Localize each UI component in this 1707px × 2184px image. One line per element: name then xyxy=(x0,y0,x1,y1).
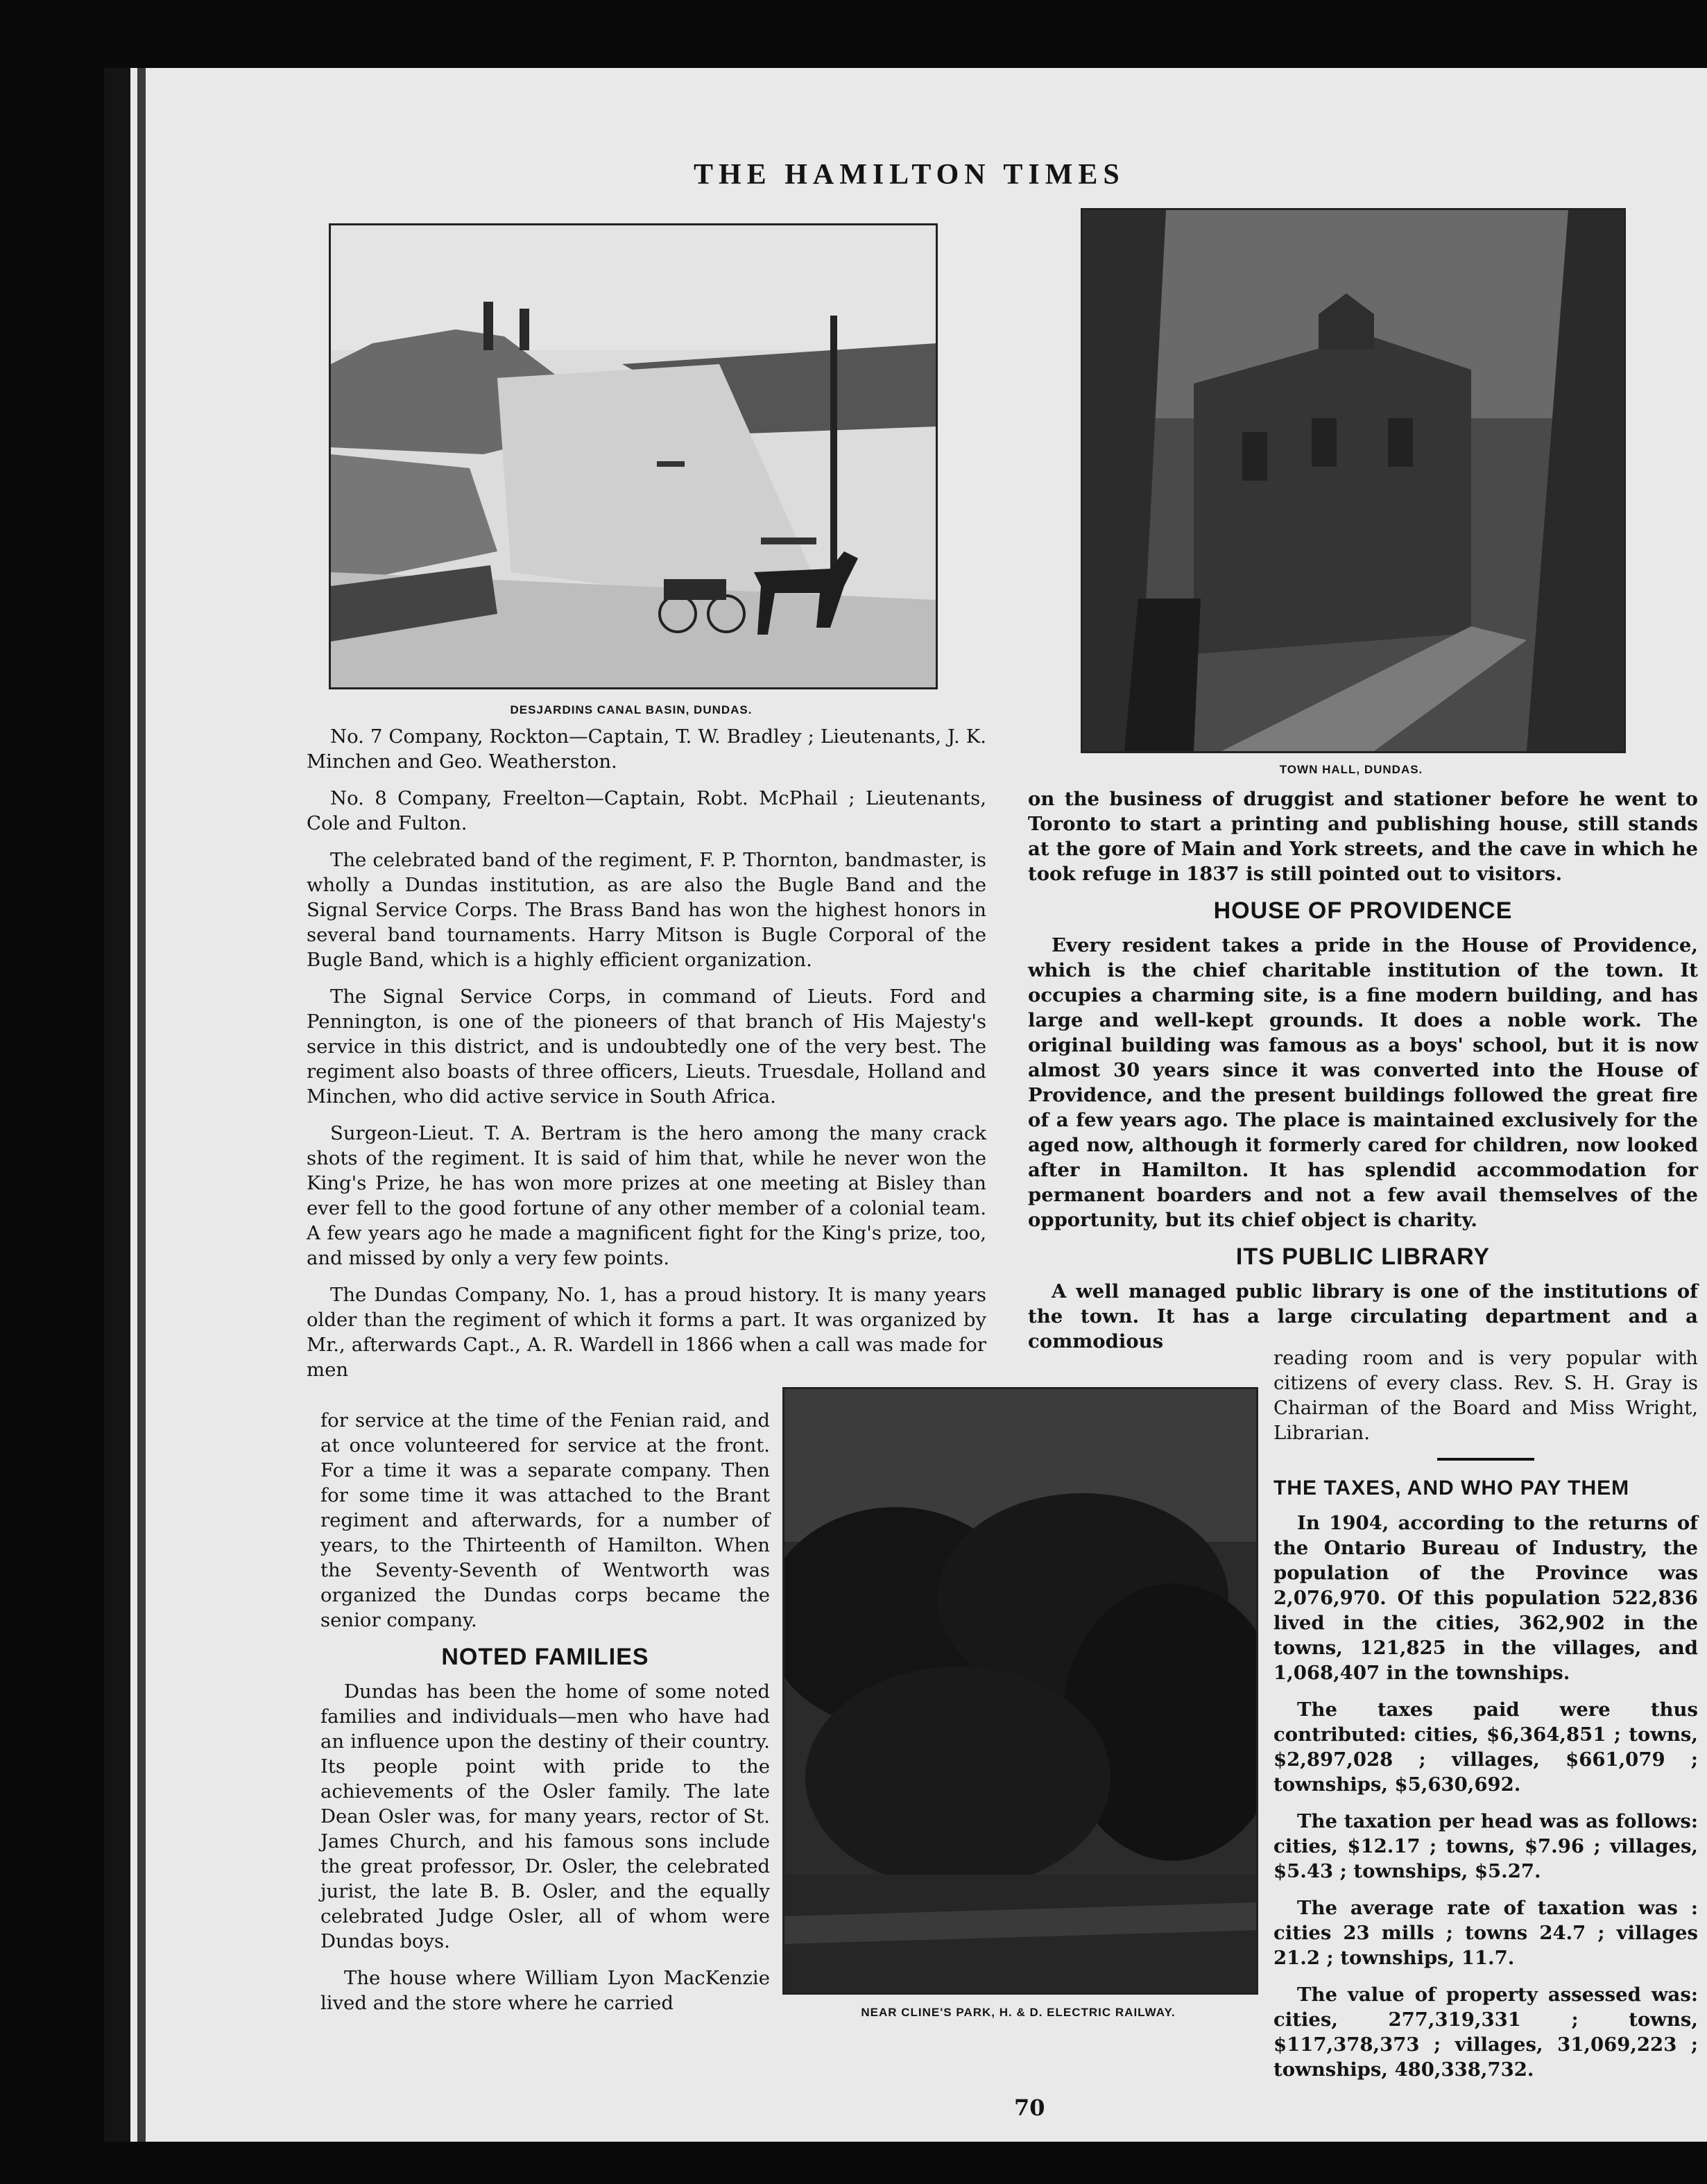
left-p6b: for service at the time of the Fenian raid, and at once volunteered for service at the front. For a time it was a separate company. Then for some time it was attached to the Brant regiment and afterwards, for a number of years, to the Thirteenth of Hamilton. When the Seventy-Seventh of Wentworth was organized the Dundas corps became the senior company. xyxy=(320,1409,770,1631)
left-narrow-column xyxy=(320,1408,770,2027)
left-column xyxy=(307,724,986,1382)
page-number: 70 xyxy=(1014,2095,1045,2121)
right-p3a: A well managed public library is one of the institutions of the town. It has a large circulating department and a commodious xyxy=(1028,1280,1698,1352)
right-p5: The taxes paid were thus contributed: cities, $6,364,851 ; towns, $2,897,028 ; villages, $661,079 ; townships, $5,630,692. xyxy=(1273,1699,1698,1796)
masthead: THE HAMILTON TIMES xyxy=(694,159,1125,191)
right-column xyxy=(1028,786,1698,1354)
left-p5: Surgeon-Lieut. T. A. Bertram is the hero among the many crack shots of the regiment. It is said of him that, while he never won the King's Prize, he has won more prizes at one meeting at Bisley than ever fell to the good fortune of any other member of a colonial team. A few years ago he made a magnificent fight for the King's prize, too, and missed by only a very few points. xyxy=(307,1122,986,1269)
right-p3b: reading room and is very popular with citizens of every class. Rev. S. H. Gray is Chairman of the Board and Miss Wright, Librarian. xyxy=(1273,1347,1698,1444)
park-photo xyxy=(782,1387,1258,1995)
taxes-heading: THE TAXES, AND WHO PAY THEM xyxy=(1273,1477,1630,1499)
left-p8: The house where William Lyon MacKenzie lived and the store where he carried xyxy=(320,1967,770,2014)
left-p1: No. 7 Company, Rockton—Captain, T. W. Bradley ; Lieutenants, J. K. Minchen and Geo. Weatherston. xyxy=(307,725,986,773)
park-caption: NEAR CLINE'S PARK, H. & D. ELECTRIC RAILWAY. xyxy=(861,2006,1176,2019)
right-p1: on the business of druggist and stationer before he went to Toronto to start a printing and publishing house, still stands at the gore of Main and York streets, and the cave in which he took refuge in 1837 is still pointed out to visitors. xyxy=(1028,788,1698,885)
right-p7: The average rate of taxation was : cities 23 mills ; towns 24.7 ; villages 21.2 ; townships, 11.7. xyxy=(1273,1897,1698,1969)
right-p8: The value of property assessed was: cities, 277,319,331 ; towns, $117,378,373 ; villages, 31,069,223 ; townships, 480,338,732. xyxy=(1273,1984,1698,2081)
right-p6: The taxation per head was as follows: cities, $12.17 ; towns, $7.96 ; villages, $5.43 ; townships, $5.27. xyxy=(1273,1810,1698,1882)
page-binding-shadow xyxy=(137,68,146,2142)
public-library-heading: ITS PUBLIC LIBRARY xyxy=(1235,1244,1491,1270)
town-hall-photo xyxy=(1081,208,1626,753)
left-p7: Dundas has been the home of some noted families and individuals—men who have had an influence upon the destiny of their country. Its people point with pride to the achievements of the Osler family. The late Dean Osler was, for many years, rector of St. James Church, and his famous sons include the great professor, Dr. Osler, the celebrated jurist, the late B. B. Osler, and the equally celebrated Judge Osler, all of whom were Dundas boys. xyxy=(320,1680,770,1952)
right-p4: In 1904, according to the returns of the Ontario Bureau of Industry, the population of the Province was 2,076,970. Of this population 522,836 lived in the cities, 362,902 in the towns, 121,825 in the villages, and 1,068,407 in the townships. xyxy=(1273,1512,1698,1684)
house-of-providence-heading: HOUSE OF PROVIDENCE xyxy=(1213,897,1513,924)
section-divider xyxy=(1437,1458,1534,1461)
canal-basin-photo xyxy=(329,223,938,689)
noted-families-heading: NOTED FAMILIES xyxy=(441,1644,649,1670)
canal-basin-caption: DESJARDINS CANAL BASIN, DUNDAS. xyxy=(510,703,753,716)
left-p6a: The Dundas Company, No. 1, has a proud history. It is many years older than the regiment of which it forms a part. It was organized by Mr., afterwards Capt., A. R. Wardell in 1866 when a call was made for men xyxy=(307,1284,986,1381)
left-p4: The Signal Service Corps, in command of Lieuts. Ford and Pennington, is one of the pioneers of that branch of His Majesty's service in this district, and is undoubtedly one of the very best. The regiment also boasts of three officers, Lieuts. Truesdale, Holland and Minchen, who did active service in South Africa. xyxy=(307,986,986,1108)
left-p2: No. 8 Company, Freelton—Captain, Robt. McPhail ; Lieutenants, Cole and Fulton. xyxy=(307,787,986,834)
right-p2: Every resident takes a pride in the House of Providence, which is the chief charitable institution of the town. It occupies a charming site, is a fine modern building, and has large and well-kept grounds. It does a noble work. The original building was famous as a boys' school, but it is now almost 30 years since it was converted into the House of Providence, and the present buildings followed the great fire of a few years ago. The place is maintained exclusively for the aged now, although it formerly cared for children, now looked after in Hamilton. It has splendid accommodation for permanent boarders and not a few avail themselves of the opportunity, but its chief object is charity. xyxy=(1028,934,1698,1231)
town-hall-caption: TOWN HALL, DUNDAS. xyxy=(1279,763,1423,776)
page-binding-edge xyxy=(104,68,130,2142)
right-narrow-column xyxy=(1273,1345,1698,2094)
left-p3: The celebrated band of the regiment, F. P. Thornton, bandmaster, is wholly a Dundas institution, as are also the Bugle Band and the Signal Service Corps. The Brass Band has won the highest honors in several band tournaments. Harry Mitson is Bugle Corporal of the Bugle Band, which is a highly efficient organization. xyxy=(307,849,986,971)
